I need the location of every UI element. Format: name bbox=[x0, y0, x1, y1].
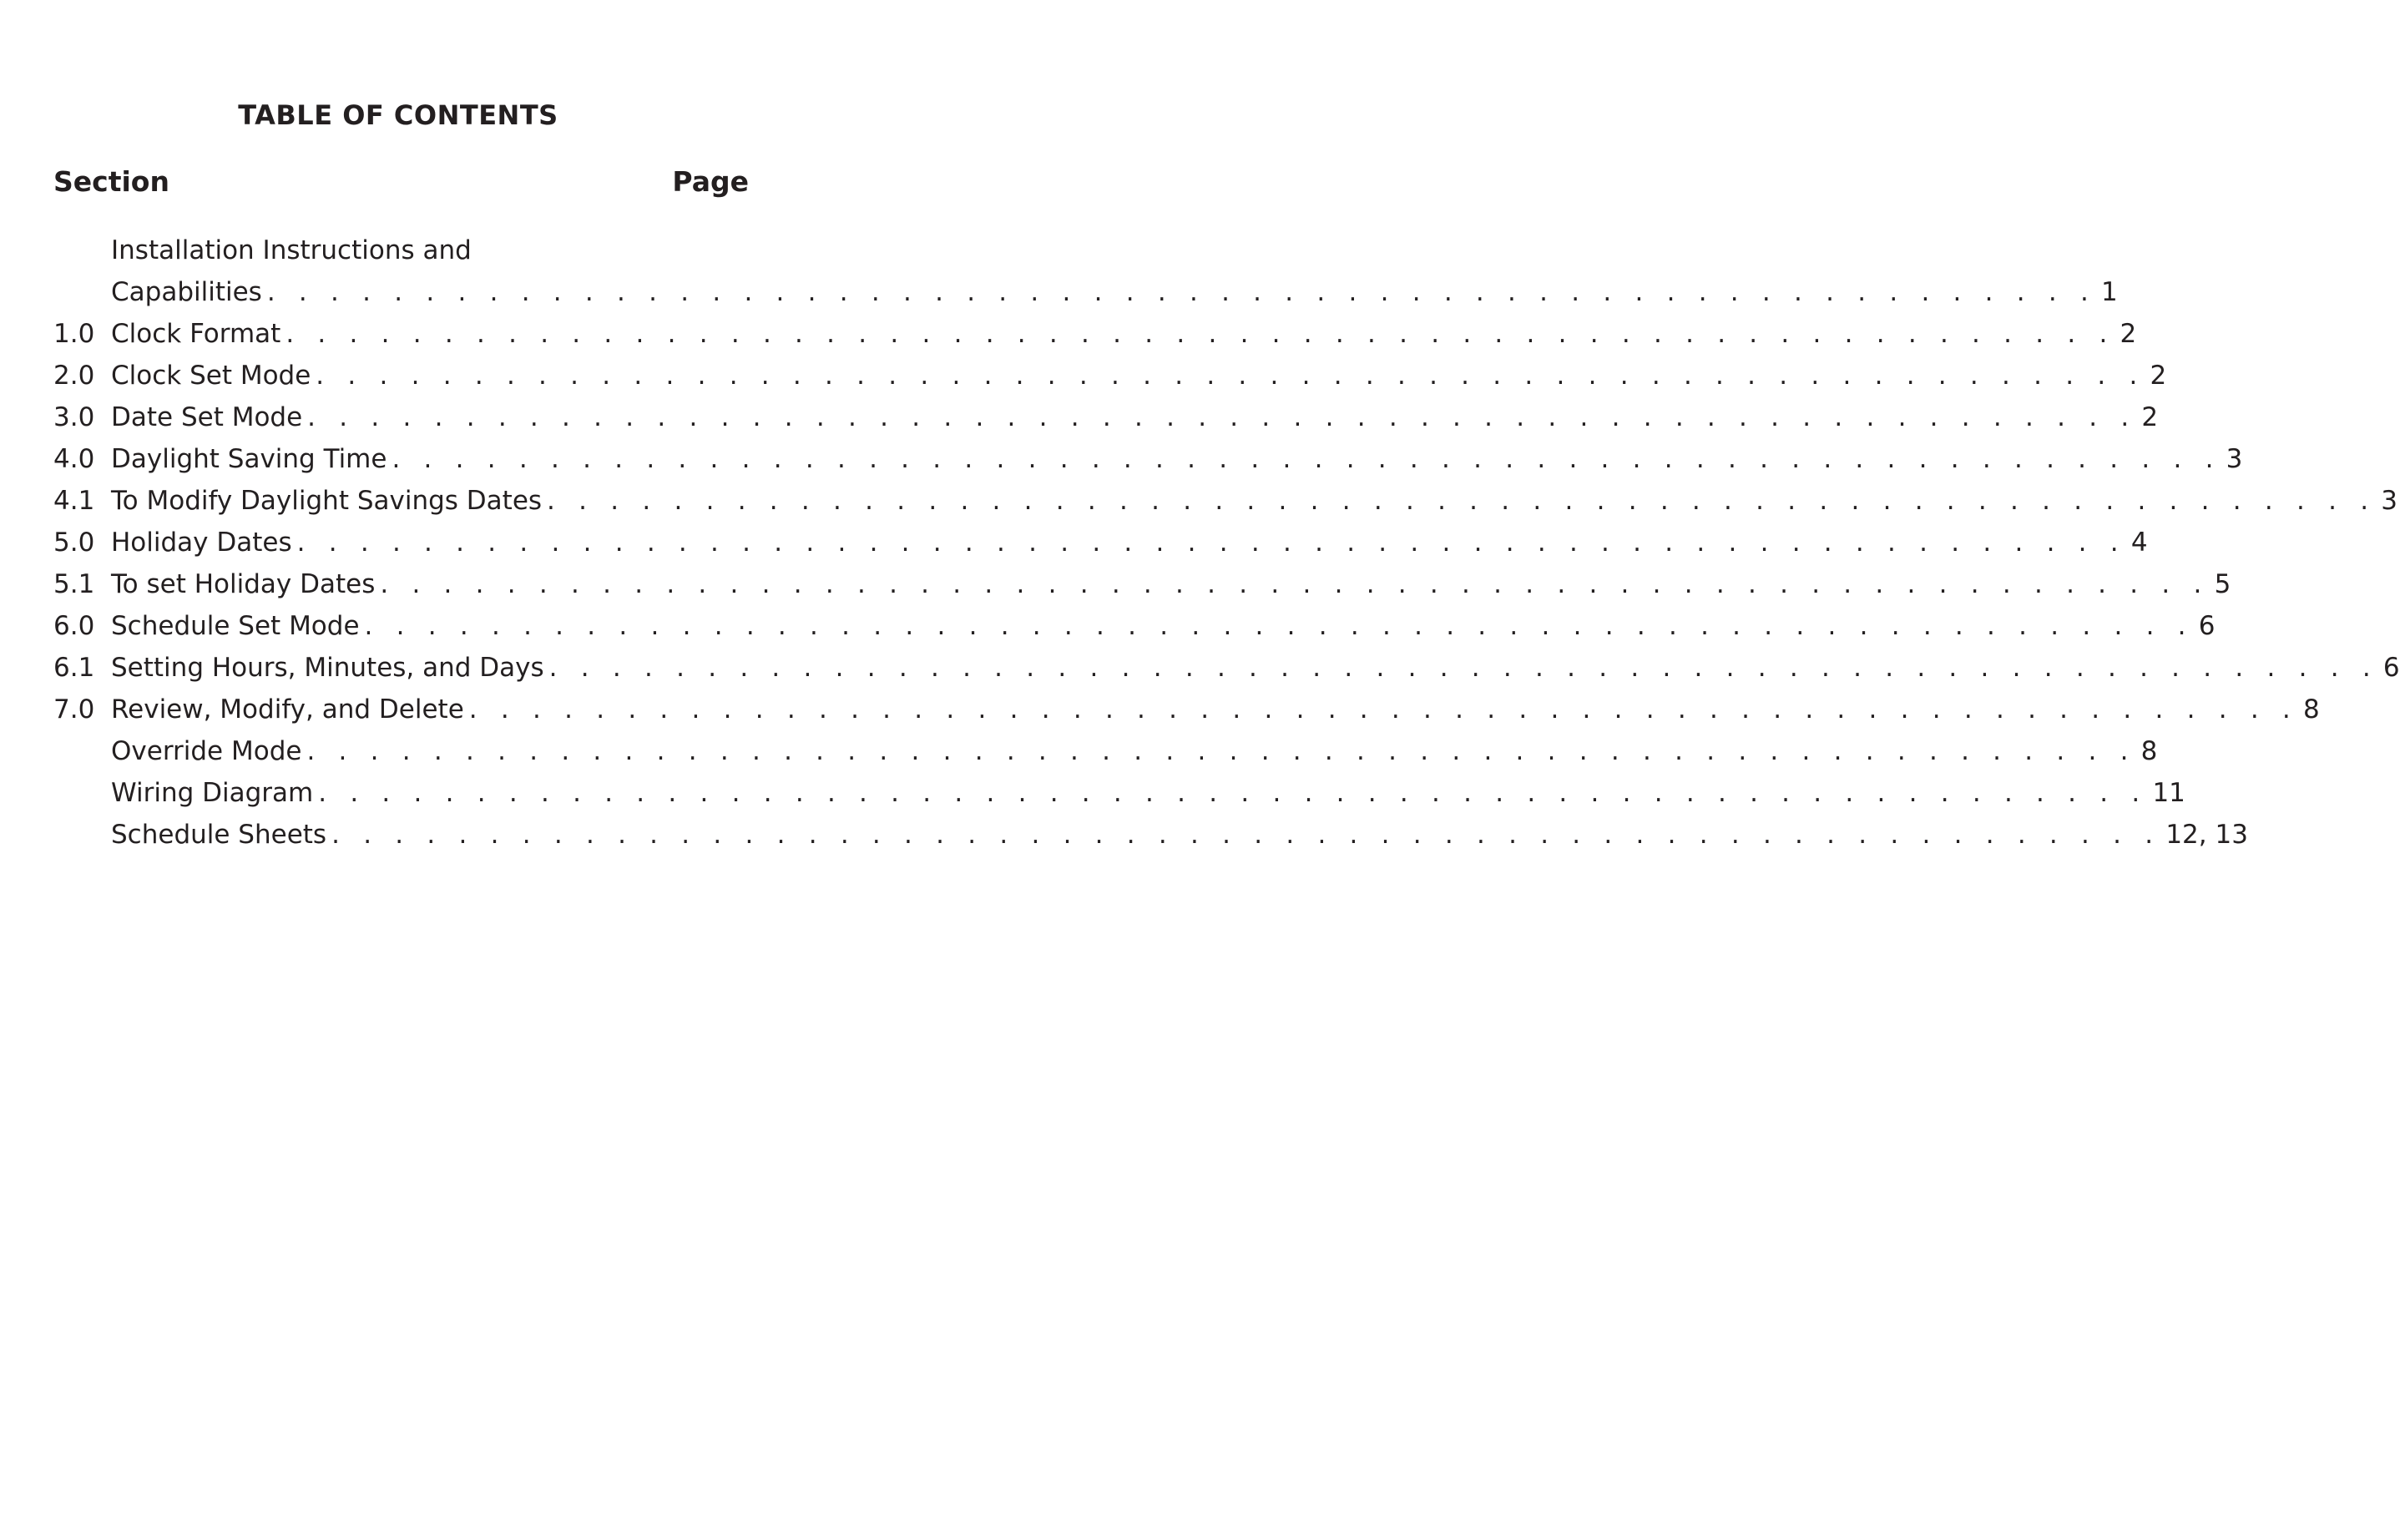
toc-entry bbox=[53, 438, 2243, 480]
toc-entry bbox=[53, 396, 2159, 438]
toc-label: Daylight Saving Time bbox=[111, 444, 387, 474]
toc-entry bbox=[53, 313, 2137, 355]
toc-page-number: 12, 13 bbox=[2165, 820, 2248, 850]
toc-page-number: 11 bbox=[2152, 778, 2185, 808]
toc-label: Clock Set Mode bbox=[111, 361, 311, 391]
dot-leader: . . . . . . . . . . . . . . . . . . . . . . . . . . . . . . . . . . . . . . . . . . . . . . . . . . . . . . . . . . bbox=[307, 402, 2137, 432]
toc-number: 5.0 bbox=[53, 528, 95, 558]
dot-leader: . . . . . . . . . . . . . . . . . . . . . . . . . . . . . . . . . . . . . . . . . . . . . . . . . . . . . . . . . . bbox=[285, 319, 2115, 349]
toc-label: Override Mode bbox=[111, 736, 302, 766]
toc-label: Holiday Dates bbox=[111, 528, 292, 558]
toc-list bbox=[53, 230, 2400, 856]
toc-page-number: 8 bbox=[2303, 694, 2320, 725]
dot-leader: . . . . . . . . . . . . . . . . . . . . . . . . . . . . . . . . . . . . . . . . . . . . . . . . . . . . . . . . . . bbox=[548, 653, 2378, 683]
toc-page-number: 3 bbox=[2381, 486, 2397, 516]
dot-leader: . . . . . . . . . . . . . . . . . . . . . . . . . . . . . . . . . . . . . . . . . . . . . . . . . . . . . . . . . . bbox=[296, 528, 2126, 558]
page-column-header: Page bbox=[672, 165, 749, 198]
dot-leader: . . . . . . . . . . . . . . . . . . . . . . . . . . . . . . . . . . . . . . . . . . . . . . . . . . . . . . . . . . bbox=[306, 736, 2136, 766]
toc-number: 1.0 bbox=[53, 319, 95, 349]
dot-leader: . . . . . . . . . . . . . . . . . . . . . . . . . . . . . . . . . . . . . . . . . . . . . . . . . . . . . . . . . . bbox=[380, 569, 2210, 599]
toc-entry bbox=[53, 689, 2320, 730]
toc-label: Wiring Diagram bbox=[111, 778, 314, 808]
toc-label: Setting Hours, Minutes, and Days bbox=[111, 653, 544, 683]
toc-page-number: 2 bbox=[2120, 319, 2137, 349]
toc-number: 4.1 bbox=[53, 486, 95, 516]
page-title: TABLE OF CONTENTS bbox=[238, 99, 558, 131]
toc-label: Clock Format bbox=[111, 319, 281, 349]
toc-entry-installation-line2 bbox=[53, 271, 2118, 313]
dot-leader: . . . . . . . . . . . . . . . . . . . . . . . . . . . . . . . . . . . . . . . . . . . . . . . . . . . . . . . . . . bbox=[364, 611, 2194, 641]
toc-number: 6.0 bbox=[53, 611, 95, 641]
toc-number: 7.0 bbox=[53, 694, 95, 725]
toc-number: 2.0 bbox=[53, 361, 95, 391]
toc-page-number: 6 bbox=[2198, 611, 2216, 641]
toc-entry bbox=[53, 772, 2185, 814]
toc-number: 6.1 bbox=[53, 653, 95, 683]
toc-number: 3.0 bbox=[53, 402, 95, 432]
toc-page-number: 8 bbox=[2140, 736, 2158, 766]
toc-entry-installation-line1 bbox=[53, 230, 721, 271]
toc-label: Installation Instructions and bbox=[111, 235, 472, 265]
toc-label: Date Set Mode bbox=[111, 402, 303, 432]
toc-page-number: 3 bbox=[2226, 444, 2243, 474]
toc-entry bbox=[53, 563, 2231, 605]
toc-label: Capabilities bbox=[111, 277, 262, 307]
dot-leader: . . . . . . . . . . . . . . . . . . . . . . . . . . . . . . . . . . . . . . . . . . . . . . . . . . . . . . . . . . bbox=[266, 277, 2097, 307]
toc-entry bbox=[53, 605, 2216, 647]
toc-page-number: 2 bbox=[2150, 361, 2167, 391]
toc-page-number: 6 bbox=[2382, 653, 2400, 683]
dot-leader: . . . . . . . . . . . . . . . . . . . . . . . . . . . . . . . . . . . . . . . . . . . . . . . . . . . . . . . . . . bbox=[547, 486, 2377, 516]
toc-label: Schedule Sheets bbox=[111, 820, 327, 850]
toc-label: Schedule Set Mode bbox=[111, 611, 360, 641]
toc-number: 4.0 bbox=[53, 444, 95, 474]
toc-entry bbox=[53, 480, 2397, 522]
toc-entry bbox=[53, 730, 2158, 772]
dot-leader: . . . . . . . . . . . . . . . . . . . . . . . . . . . . . . . . . . . . . . . . . . . . . . . . . . . . . . . . . . bbox=[331, 820, 2161, 850]
toc-page-number: 1 bbox=[2101, 277, 2118, 307]
toc-label: To set Holiday Dates bbox=[111, 569, 376, 599]
toc-page-number: 5 bbox=[2214, 569, 2231, 599]
toc-entry bbox=[53, 647, 2400, 689]
toc-entry bbox=[53, 355, 2167, 396]
toc-page-number: 4 bbox=[2130, 528, 2148, 558]
toc-number: 5.1 bbox=[53, 569, 95, 599]
toc-entry bbox=[53, 522, 2148, 563]
section-column-header: Section bbox=[53, 165, 169, 198]
dot-leader: . . . . . . . . . . . . . . . . . . . . . . . . . . . . . . . . . . . . . . . . . . . . . . . . . . . . . . . . . . bbox=[316, 361, 2145, 391]
toc-entry bbox=[53, 814, 2248, 856]
dot-leader: . . . . . . . . . . . . . . . . . . . . . . . . . . . . . . . . . . . . . . . . . . . . . . . . . . . . . . . . . . bbox=[392, 444, 2221, 474]
dot-leader: . . . . . . . . . . . . . . . . . . . . . . . . . . . . . . . . . . . . . . . . . . . . . . . . . . . . . . . . . . bbox=[318, 778, 2148, 808]
toc-label: Review, Modify, and Delete bbox=[111, 694, 464, 725]
toc-page-number: 2 bbox=[2141, 402, 2159, 432]
dot-leader: . . . . . . . . . . . . . . . . . . . . . . . . . . . . . . . . . . . . . . . . . . . . . . . . . . . . . . . . . . bbox=[468, 694, 2298, 725]
toc-label: To Modify Daylight Savings Dates bbox=[111, 486, 543, 516]
